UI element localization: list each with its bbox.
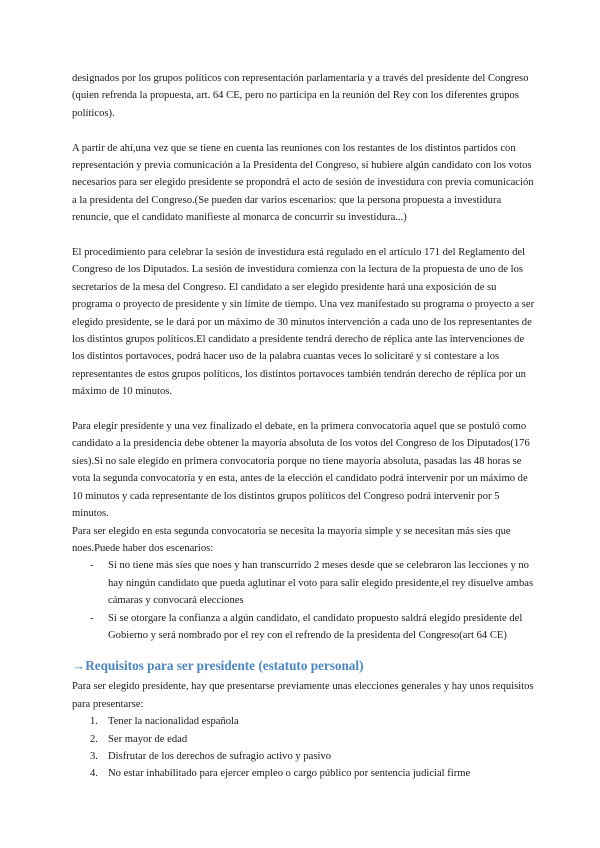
section-heading: →Requisitos para ser presidente (estatuto personal)	[72, 658, 364, 674]
paragraph-gap	[72, 227, 538, 244]
requirement-number: 3.	[90, 750, 98, 762]
paragraph-designados: designados por los grupos políticos con representación parlamentaria y a través del presidente del Congreso (quien refrenda la propuesta, art. 64 CE, pero no participa en la reunión del Rey con los diferentes grupos políticos).	[72, 73, 529, 119]
requirement-number: 2.	[90, 733, 98, 745]
requirement-text: Ser mayor de edad	[108, 733, 188, 745]
scenario-item: - Si no tiene más síes que noes y han transcurrido 2 meses desde que se celebraron las lecciones y no hay ningún candidato que pueda aglutinar el voto para salir elegido presidente,el rey disuelve ambas cámaras y convocará elecciones	[90, 557, 538, 609]
requirement-item	[90, 731, 538, 748]
scenario-list	[72, 557, 538, 644]
requirement-text: No estar inhabilitado para ejercer empleo o cargo público por sentencia judicial firme	[108, 768, 471, 780]
paragraph-gap	[72, 122, 538, 139]
paragraph-procedimiento: El procedimiento para celebrar la sesión de investidura está regulado en el artículo 171 del Reglamento del Congreso de los Diputados. La sesión de investidura comienza con la lectura de la propuesta de uno de los secretarios de la mesa del Congreso. El candidato a ser elegido presidente hará una exposición de su programa o proyecto de presidente y sin límite de tiempo. Una vez manifestado su programa o proyecto a ser elegido presidente, se le dará por un máximo de 30 minutos intervención a cada uno de los representantes de los distintos grupos políticos.El candidato a presidente tendrá derecho de réplica ante las intervenciones de los distintos portavoces, podrá hacer uso de la palabra cuantas veces lo solicitaré y si contestare a los representantes de estos grupos políticos, los distintos portavoces también tendrán derecho de réplica por un máximo de 10 minutos.	[72, 247, 535, 398]
paragraph-segunda-convocatoria: Para ser elegido en esta segunda convocatoria se necesita la mayoría simple y se necesitan más síes que noes.Puede haber dos escenarios:	[72, 525, 511, 554]
section-intro: Para ser elegido presidente, hay que presentarse previamente unas elecciones generales y hay unos requisitos para presentarse:	[72, 681, 534, 710]
requirement-item	[90, 765, 538, 782]
requirement-item	[90, 713, 538, 730]
requirement-text: Disfrutar de los derechos de sufragio activo y pasivo	[108, 750, 331, 762]
paragraph-gap	[72, 401, 538, 418]
scenario-item: - Si se otorgare la confianza a algún candidato, el candidato propuesto saldrá elegido presidente del Gobierno y será nombrado por el rey con el refrendo de la presidenta del Congreso(art 64 CE)	[90, 610, 538, 645]
requirement-text: Tener la nacionalidad española	[108, 716, 239, 728]
paragraph-reuniones: A partir de ahí,una vez que se tiene en cuenta las reuniones con los restantes de los distintos partidos con representación y previa comunicación a la Presidenta del Congreso, si hubiere algún candidato con los votos necesarios para ser elegido presidente se propondrá el acto de sesión de investidura con previa comunicación a la presidenta del Congreso.(Se pueden dar varios escenarios: que la persona propuesta a investidura renuncie, que el candidato manifieste al monarca de concurrir su investidura...)	[72, 142, 534, 224]
requirement-item	[90, 748, 538, 765]
requirement-number: 1.	[90, 716, 98, 728]
requirement-number: 4.	[90, 768, 98, 780]
paragraph-elegir-presidente: Para elegir presidente y una vez finalizado el debate, en la primera convocatoria aquel que se postuló como candidato a la presidencia debe obtener la mayoría absoluta de los votos del Congreso de los Diputados(176 síes).Si no sale elegido en primera convocatoria porque no tiene mayoría absoluta, pasadas las 48 horas se vota la segunda convocatoria y en esta, antes de la elección el candidato podrá intervenir por un máximo de 10 minutos y cada representante de los distintos grupos políticos del Congreso podrá intervenir por 5 minutos.	[72, 421, 530, 520]
requirements-list	[72, 713, 538, 783]
